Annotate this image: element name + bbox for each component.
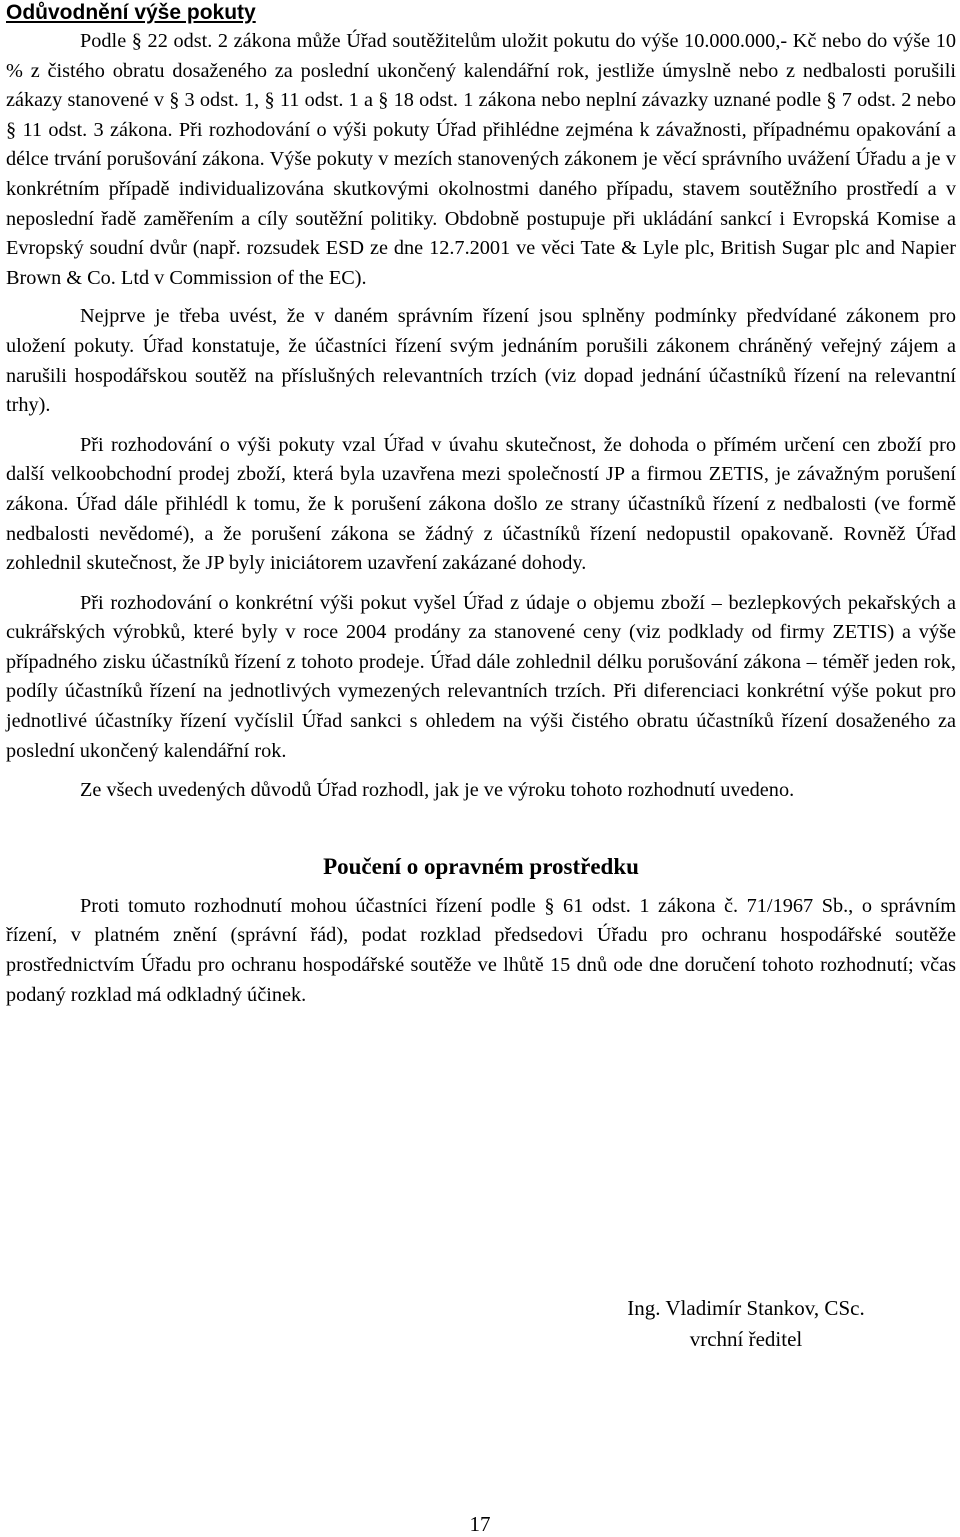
- paragraph-remedy: Proti tomuto rozhodnutí mohou účastníci řízení podle § 61 odst. 1 zákona č. 71/1967 Sb., o správním řízení, v platném znění (správní řád), podat rozklad předsedovi Úřadu pro ochranu hospodářské soutěže prostřednictvím Úřadu pro ochranu hospodářské soutěže ve lhůtě 15 dnů ode dne doručení tohoto rozhodnutí; včas podaný rozklad má odkladný účinek.: [6, 894, 956, 1006]
- signatory-title: vrchní ředitel: [689, 1327, 803, 1351]
- paragraph-fine-legal-basis: Podle § 22 odst. 2 zákona může Úřad soutěžitelům uložit pokutu do výše 10.000.000,- Kč nebo do výše 10 % z čistého obratu dosaženého za poslední ukončený kalendářní rok, jestliže úmyslně nebo z nedbalosti porušili zákazy stanovené v § 3 odst. 1, § 11 odst. 1 a § 18 odst. 1 zákona nebo neplní závazky uznané podle § 7 odst. 2 nebo § 11 odst. 3 zákona. Při rozhodování o výši pokuty Úřad přihlédne zejména k závažnosti, případnému opakování a délce trvání porušování zákona. Výše pokuty v mezích stanovených zákonem je věcí správního uvážení Úřadu a je v konkrétním případě individualizována skutkovými okolnostmi daného případu, stavem soutěžního prostředí a v neposlední řadě zaměřením a cíly soutěžní politiky. Obdobně postupuje při ukládání sankcí i Evropská Komise a Evropský soudní dvůr (např. rozsudek ESD ze dne 12.7.2001 ve věci Tate & Lyle plc, British Sugar plc and Napier Brown & Co. Ltd v Commission of the EC).: [6, 30, 956, 289]
- page-number: 17: [469, 1512, 491, 1536]
- document-page: [6, 0, 956, 1010]
- section-heading-remedy: Poučení o opravném prostředku: [323, 853, 639, 879]
- signatory-name: Ing. Vladimír Stankov, CSc.: [627, 1296, 865, 1320]
- paragraph-severity: Při rozhodování o výši pokuty vzal Úřad v úvahu skutečnost, že dohoda o přímém určení cen zboží pro další velkoobchodní prodej zboží, která byla uzavřena mezi společností JP a firmou ZETIS, je závažným porušení zákona. Úřad dále přihlédl k tomu, že k porušení zákona došlo ze strany účastníků řízení z nedbalosti (ve formě nedbalosti nevědomé), a že porušení zákona se žádný z účastníků řízení nedopustil opakovaně. Rovněž Úřad zohlednil skutečnost, že JP byly iniciátorem uzavření zakázané dohody.: [6, 433, 956, 575]
- signature-block: [596, 1293, 896, 1355]
- paragraph-conditions-met: Nejprve je třeba uvést, že v daném správním řízení jsou splněny podmínky předvídané zákonem pro uložení pokuty. Úřad konstatuje, že účastníci řízení svým jednáním porušili zákonem chráněný veřejný zájem a narušili hospodářskou soutěž na příslušných relevantních trzích (viz dopad jednání účastníků řízení na relevantní trhy).: [6, 305, 956, 417]
- section-heading-fine-justification: Odůvodnění výše pokuty: [6, 1, 256, 24]
- paragraph-fine-calculation: Při rozhodování o konkrétní výši pokut vyšel Úřad z údaje o objemu zboží – bezlepkových pekařských a cukrářských výrobků, které byly v roce 2004 prodány za stanovené ceny (viz podklady od firmy ZETIS) a výše případného zisku účastníků řízení z tohoto prodeje. Úřad dále zohlednil délku porušování zákona – téměř jeden rok, podíly účastníků řízení na jednotlivých vymezených relevantních trzích. Při diferenciaci konkrétní výše pokut pro jednotlivé účastníky řízení vyčíslil Úřad sankci s ohledem na výši čistého obratu účastníků řízení dosaženého za poslední ukončený kalendářní rok.: [6, 591, 956, 762]
- paragraph-conclusion: Ze všech uvedených důvodů Úřad rozhodl, jak je ve výroku tohoto rozhodnutí uvedeno.: [80, 779, 795, 802]
